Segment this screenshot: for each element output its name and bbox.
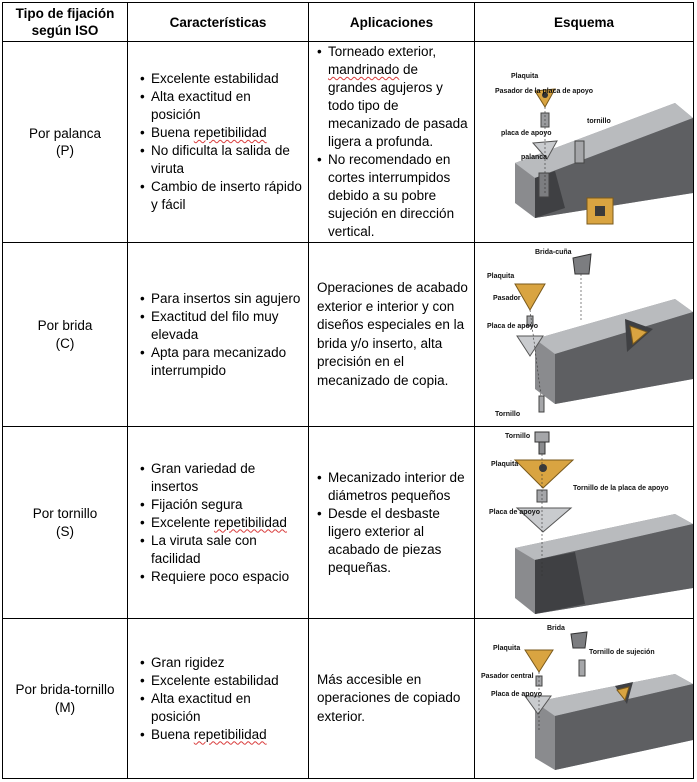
feature-item: • Para insertos sin agujero [140,290,304,308]
type-cell [3,619,128,779]
features-cell [128,243,309,427]
feature-item: • Apta para mecanizado interrumpido [140,344,304,380]
scheme-cell [475,243,694,427]
scheme-label: palanca [521,153,548,161]
scheme-label: Tornillo [495,410,521,418]
features-cell [128,427,309,619]
scheme-cell [475,427,694,619]
scheme-label: Plaquita [493,644,521,652]
scheme-label: Placa de apoyo [491,690,542,698]
type-name: Por brida-tornillo [15,682,115,697]
feature-item: • Alta exactitud en posición [140,690,304,726]
scheme-cell [475,619,694,779]
feature-item: • Excelente repetibilidad [140,514,304,532]
scheme-label-text: Pasador de la placa de apoyo [495,87,594,95]
applications-cell [309,42,475,243]
scheme-label: Plaquita [487,272,515,280]
insert-hole-icon [595,206,605,216]
scheme-label [495,88,593,95]
screw-icon [535,432,549,442]
scheme-label: Tornillo de sujeción [589,648,655,656]
scheme-label: tornillo [587,117,611,125]
application-text: Más accesible en operaciones de copiado exterior. [317,671,461,724]
tool-holder [535,299,693,404]
spellcheck-word: repetibilidad [193,726,267,742]
feature-item: • Gran variedad de insertos [140,460,304,496]
applications-cell [309,619,475,779]
feature-item: • Buena repetibilidad [140,726,304,744]
table-row [3,619,694,779]
applications-cell [309,427,475,619]
iso-clamping-table [2,2,694,779]
scheme-label: Brida [547,624,565,632]
feature-item: • Excelente estabilidad [140,672,304,690]
screw-clamp-diagram [475,428,695,618]
insert-hole-dot [539,464,547,472]
applications-cell [309,243,475,427]
features-cell [128,42,309,243]
header-features: Características [128,3,309,42]
lever-clamp-diagram [475,43,695,242]
header-applications: Aplicaciones [309,3,475,42]
type-name: Por tornillo [32,506,98,521]
scheme-label: Tornillo [505,432,531,440]
feature-item: • Excelente estabilidad [140,70,304,88]
type-code: (P) [56,143,74,158]
type-name: Por brida [37,318,93,333]
insert-icon [525,650,553,672]
type-code: (C) [55,335,75,351]
type-cell [3,243,128,427]
clamp-icon [571,632,587,648]
lever-icon [539,173,549,197]
feature-item: • Cambio de inserto rápido y fácil [140,178,304,214]
feature-item: • No dificulta la salida de viruta [140,142,304,178]
type-cell [3,42,128,243]
table-row [3,427,694,619]
clamp-diagram [475,244,695,426]
screw-icon [575,141,584,163]
scheme-label: Plaquita [491,460,519,468]
header-type: Tipo de fijación según ISO [3,3,128,42]
scheme-label: Plaquita [511,72,539,80]
screw-icon [579,660,585,676]
feature-item: • Alta exactitud en posición [140,88,304,124]
application-item: • Mecanizado interior de diámetros pequeños [317,469,470,505]
type-cell [3,427,128,619]
table-row [3,243,694,427]
application-item: • Desde el desbaste ligero exterior al acabado de piezas pequeñas. [317,505,470,577]
feature-item: • Requiere poco espacio [140,568,304,586]
feature-item: • Fijación segura [140,496,304,514]
table-row [3,42,694,243]
type-code: (S) [56,523,74,539]
scheme-label: Pasador central [481,672,534,680]
scheme-label: Brida-cuña [535,248,572,256]
feature-item: • Gran rigidez [140,654,304,672]
header-row [3,3,694,42]
header-scheme: Esquema [475,3,694,42]
application-item: • Torneado exterior, mandrinado de grandes agujeros y todo tipo de mecanizado de pasada ligera a profunda. [317,43,470,151]
application-text: Operaciones de acabado exterior e interior y con diseños especiales en la brida y/o inserto, alta precisión en el mecanizado de copia. [317,280,468,388]
spellcheck-word: repetibilidad [193,125,267,140]
screw-icon [539,396,544,412]
features-cell [128,619,309,779]
feature-text: Buena repetibilidad [151,125,267,140]
type-code: (M) [54,699,76,715]
spellcheck-word: repetibilidad [214,514,287,530]
scheme-label: Placa de apoyo [489,508,540,516]
application-item: • No recomendado en cortes interrumpidos debido a su pobre sujeción en dirección vertical. [317,151,470,241]
scheme-label: placa de apoyo [501,129,552,137]
scheme-label: Pasador [493,294,521,302]
spellcheck-word: mandrinado [328,62,400,77]
feature-item [140,124,304,142]
wedge-clamp-icon [573,254,591,274]
screw-shank [539,442,545,454]
scheme-cell [475,42,694,243]
type-name: Por palanca [28,125,102,141]
clamp-screw-diagram [475,620,695,778]
feature-item: • La viruta sale con facilidad [140,532,304,568]
scheme-label: Placa de apoyo [487,322,538,330]
tool-holder [535,674,693,770]
scheme-label: Tornillo de la placa de apoyo [573,484,669,492]
feature-item: • Exactitud del filo muy elevada [140,308,304,344]
